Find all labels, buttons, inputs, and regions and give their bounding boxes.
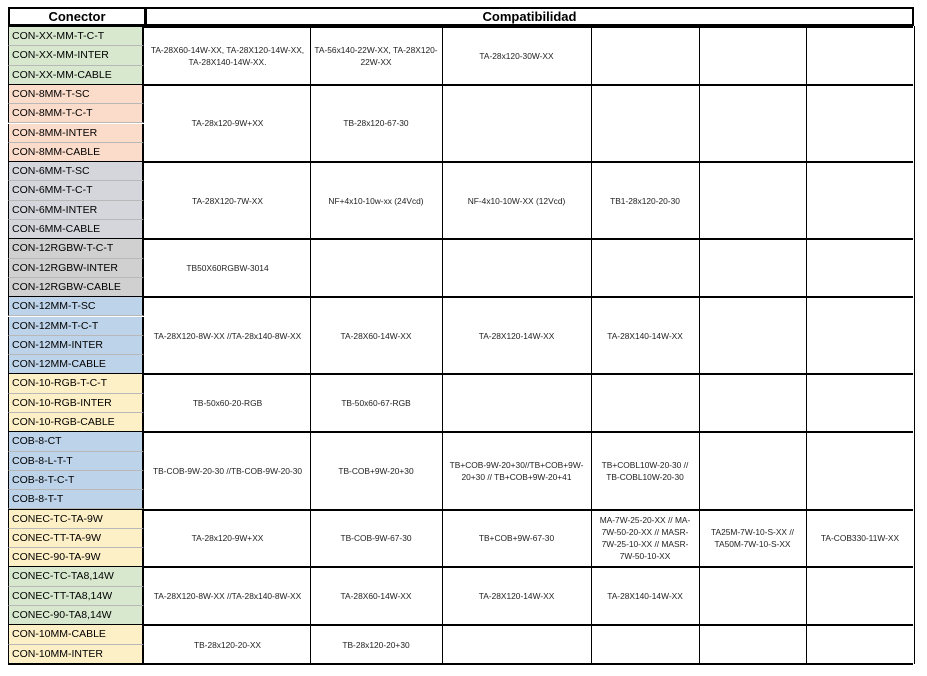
connector-cell[interactable]: CON-10MM-INTER [8, 645, 144, 664]
compat-cell[interactable] [806, 239, 914, 297]
connector-cell[interactable]: CON-10-RGB-CABLE [8, 413, 144, 432]
connector-cell[interactable]: CON-8MM-T-SC [8, 85, 144, 104]
compat-cell[interactable] [806, 432, 914, 509]
compat-cell[interactable]: NF+4x10-10w-xx (24Vcd) [328, 195, 424, 206]
compat-cell[interactable] [699, 625, 806, 664]
compat-cell[interactable]: TA-28x120-9W+XX [191, 533, 264, 544]
compat-cell[interactable] [591, 374, 699, 432]
connector-cell[interactable]: CONEC-90-TA8,14W [8, 606, 144, 625]
connector-cell[interactable]: CON-12MM-T-C-T [8, 317, 144, 336]
connector-cell[interactable]: CONEC-TT-TA8,14W [8, 587, 144, 606]
compat-cell[interactable]: TA25M-7W-10-S-XX // TA50M-7W-10-S-XX [711, 527, 794, 550]
compat-cell[interactable] [442, 85, 591, 162]
connector-cell[interactable]: CON-6MM-T-C-T [8, 181, 144, 200]
compat-cell[interactable] [806, 162, 914, 239]
compat-cell[interactable]: TA-56x140-22W-XX, TA-28X120-22W-XX [314, 44, 438, 67]
connector-cell[interactable]: CON-12RGBW-T-C-T [8, 239, 144, 258]
compat-cell[interactable] [806, 374, 914, 432]
compat-cell[interactable]: TA-28X120-7W-XX [192, 195, 263, 206]
compat-cell[interactable] [699, 27, 806, 85]
compat-cell[interactable] [591, 625, 699, 664]
compat-cell[interactable]: TA-28x120-30W-XX [479, 50, 554, 61]
compat-cell[interactable] [699, 85, 806, 162]
column-divider [699, 26, 700, 664]
compat-cell[interactable] [699, 567, 806, 625]
connector-cell[interactable]: CONEC-TT-TA-9W [8, 529, 144, 548]
compat-cell[interactable]: TA-28X140-14W-XX [607, 591, 683, 602]
compat-cell[interactable]: TA-28X60-14W-XX [340, 330, 412, 341]
connector-cell[interactable]: CONEC-TC-TA8,14W [8, 567, 144, 586]
column-divider [914, 26, 915, 664]
compat-cell[interactable] [442, 239, 591, 297]
compat-cell[interactable] [806, 27, 914, 85]
connector-cell[interactable]: CON-XX-MM-T-C-T [8, 27, 144, 46]
compat-cell[interactable]: MA-7W-25-20-XX // MA-7W-50-20-XX // MASR-7W-25-10-XX // MASR-7W-50-10-XX [599, 515, 691, 562]
compat-cell[interactable] [699, 297, 806, 374]
compat-cell[interactable]: TA-28X120-8W-XX //TA-28x140-8W-XX [153, 591, 302, 602]
connector-cell[interactable]: COB-8-L-T-T [8, 452, 144, 471]
compat-cell[interactable]: TB-50x60-20-RGB [192, 398, 263, 409]
connector-cell[interactable]: CONEC-TC-TA-9W [8, 510, 144, 529]
connector-cell[interactable]: CON-6MM-T-SC [8, 162, 144, 181]
compat-cell[interactable] [699, 432, 806, 509]
connector-cell[interactable]: CON-XX-MM-INTER [8, 46, 144, 65]
compat-cell[interactable] [806, 297, 914, 374]
compat-cell[interactable] [442, 625, 591, 664]
compat-cell[interactable]: TA-28X120-14W-XX [478, 330, 555, 341]
compat-cell[interactable]: TB-COB-9W-67-30 [340, 533, 412, 544]
compat-cell[interactable] [699, 162, 806, 239]
compat-cell[interactable] [806, 625, 914, 664]
compat-cell[interactable] [310, 239, 442, 297]
compat-cell[interactable]: TA-28X140-14W-XX [607, 330, 683, 341]
compat-cell[interactable]: TA-28X120-14W-XX [478, 591, 555, 602]
compat-cell[interactable]: TB-28x120-67-30 [343, 118, 409, 129]
compat-cell[interactable] [699, 239, 806, 297]
compat-cell[interactable]: TA-28x120-9W+XX [191, 118, 264, 129]
compat-cell[interactable]: NF-4x10-10W-XX (12Vcd) [467, 195, 566, 206]
connector-cell[interactable]: CON-8MM-CABLE [8, 143, 144, 162]
header-conector[interactable]: Conector [8, 7, 146, 26]
compat-cell[interactable]: TB-28x120-20+30 [342, 639, 410, 650]
compat-cell[interactable]: TB-COB+9W-20+30 [338, 465, 414, 476]
compat-cell[interactable]: TA-28X60-14W-XX, TA-28X120-14W-XX, TA-28X140-14W-XX. [150, 44, 305, 67]
connector-cell[interactable]: CON-10MM-CABLE [8, 625, 144, 644]
compat-cell[interactable] [806, 567, 914, 625]
column-divider [591, 26, 592, 664]
compat-cell[interactable] [442, 374, 591, 432]
connector-cell[interactable]: CON-10-RGB-INTER [8, 394, 144, 413]
compat-cell[interactable]: TB+COB-9W-20+30//TB+COB+9W-20+30 // TB+COB+9W-20+41 [449, 459, 584, 482]
compat-cell[interactable]: TB50X60RGBW-3014 [186, 263, 269, 274]
connector-cell[interactable]: CON-6MM-INTER [8, 201, 144, 220]
column-divider [310, 26, 311, 664]
compat-cell[interactable]: TB+COBL10W-20-30 // TB-COBL10W-20-30 [601, 459, 689, 482]
connector-cell[interactable]: CON-12MM-T-SC [8, 297, 144, 316]
header-compatibilidad[interactable]: Compatibilidad [145, 7, 914, 26]
connector-cell[interactable]: CON-12MM-INTER [8, 336, 144, 355]
connector-cell[interactable]: COB-8-CT [8, 432, 144, 451]
connector-cell[interactable]: CON-12RGBW-CABLE [8, 278, 144, 297]
compat-cell[interactable] [591, 239, 699, 297]
table-bottom-border [8, 663, 913, 665]
connector-cell[interactable]: CON-8MM-INTER [8, 124, 144, 143]
compat-cell[interactable]: TB1-28x120-20-30 [610, 195, 680, 206]
compat-cell[interactable] [806, 85, 914, 162]
column-divider [806, 26, 807, 664]
compat-cell[interactable] [699, 374, 806, 432]
connector-cell[interactable]: CON-10-RGB-T-C-T [8, 374, 144, 393]
compat-cell[interactable]: TB-COB-9W-20-30 //TB-COB-9W-20-30 [152, 465, 303, 476]
connector-cell[interactable]: COB-8-T-T [8, 490, 144, 509]
compat-cell[interactable]: TB-50x60-67-RGB [341, 398, 411, 409]
connector-cell[interactable]: COB-8-T-C-T [8, 471, 144, 490]
connector-cell[interactable]: CON-6MM-CABLE [8, 220, 144, 239]
connector-cell[interactable]: CON-8MM-T-C-T [8, 104, 144, 123]
compat-cell[interactable]: TB-28x120-20-XX [193, 639, 262, 650]
column-divider [442, 26, 443, 664]
compat-cell[interactable]: TA-COB330-11W-XX [820, 533, 900, 544]
connector-cell[interactable]: CON-XX-MM-CABLE [8, 66, 144, 85]
connector-cell[interactable]: CON-12RGBW-INTER [8, 259, 144, 278]
compat-cell[interactable]: TA-28X60-14W-XX [340, 591, 412, 602]
connector-cell[interactable]: CONEC-90-TA-9W [8, 548, 144, 567]
connector-cell[interactable]: CON-12MM-CABLE [8, 355, 144, 374]
compat-cell[interactable] [591, 27, 699, 85]
compat-cell[interactable]: TA-28X120-8W-XX //TA-28x140-8W-XX [153, 330, 302, 341]
compat-cell[interactable]: TB+COB+9W-67-30 [478, 533, 555, 544]
compat-cell[interactable] [591, 85, 699, 162]
